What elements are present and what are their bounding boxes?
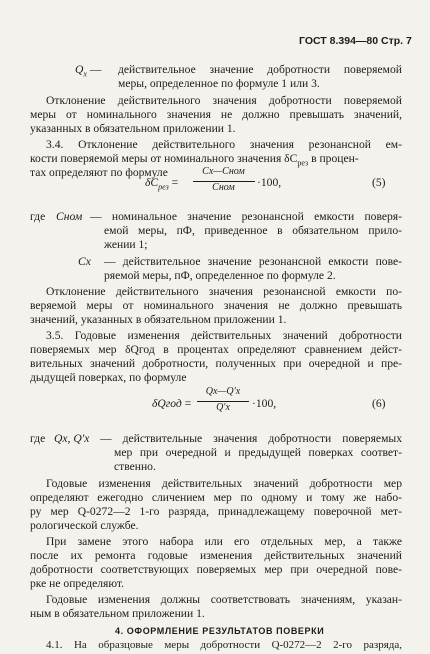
def-cnom-line-2: емой меры, пФ, приведенное в обязательном прило- bbox=[104, 224, 402, 237]
def-qx-line-2: мер при очередной и предыдущей поверках соответ- bbox=[114, 446, 402, 459]
formula-6-denominator: Q′x bbox=[216, 402, 230, 413]
formula-5-tail: ·100, bbox=[257, 176, 282, 189]
def-cx-line-2: ряемой меры, пФ, определенное по формуле 2. bbox=[104, 269, 336, 282]
paragraph-line: Годовые изменения действительных значений добротности мер bbox=[46, 477, 402, 490]
def-qx-line-1: — действительные значения добротности поверяемых bbox=[100, 432, 402, 445]
terms-qx-qx-prime: Qx, Q′x bbox=[54, 432, 90, 445]
paragraph-line: дыдущей поверках, по формуле bbox=[30, 371, 187, 384]
paragraph-line: 3.5. Годовые изменения действительных значений добротности bbox=[46, 329, 402, 342]
formula-5-number: (5) bbox=[372, 176, 386, 189]
formula-6-lhs: δQгод = bbox=[152, 397, 192, 410]
paragraph-line: 4.1. На образцовые меры добротности Q-0272—2 2-го разряда, bbox=[46, 639, 402, 651]
paragraph-line: веряемой меры от номинального значения не должно превышать bbox=[30, 299, 402, 312]
formula-5-lhs: $\delta C_{рез}$ = bbox=[145, 176, 179, 192]
paragraph-line: ным в обязательном приложении 1. bbox=[30, 607, 205, 620]
def-cnom-line-3: жении 1; bbox=[104, 238, 148, 251]
paragraph-line: после их ремонта годовые изменения действительных значений bbox=[30, 549, 402, 562]
paragraph-line: значений, указанных в обязательном приложении 1. bbox=[30, 313, 287, 326]
section-heading: 4. ОФОРМЛЕНИЕ РЕЗУЛЬТАТОВ ПОВЕРКИ bbox=[115, 626, 325, 636]
paragraph-line: добротности соответствующих поверяемых мер при очередной пове- bbox=[30, 563, 402, 576]
paragraph-line: Отклонение действительного значения добротности поверяемой bbox=[46, 94, 402, 107]
formula-5-denominator: Cном bbox=[212, 182, 235, 193]
def-qx-line-2: меры, определенное по формуле 1 или 3. bbox=[118, 77, 320, 90]
paragraph-line: Годовые изменения должны соответствовать значениям, указан- bbox=[46, 593, 402, 606]
page-header: ГОСТ 8.394—80 Стр. 7 bbox=[299, 35, 412, 47]
formula-6-number: (6) bbox=[372, 397, 386, 410]
paragraph-line: вительных значений добротности, полученных при очередной и пре- bbox=[30, 357, 402, 370]
paragraph-line: указанных в обязательном приложении 1. bbox=[30, 122, 236, 135]
paragraph-line: кости поверяемой меры от номинального значения $\delta C_{рез}$ в процен- bbox=[30, 152, 359, 168]
def-cx-line-1: — действительное значение резонансной емкости пове- bbox=[104, 255, 402, 268]
paragraph-line: поверяемых мер δQгод в процентах определяют сравнением дейст- bbox=[30, 343, 402, 356]
paragraph-line: определяют ежегодно сличением мер по одному и тому же набо- bbox=[30, 491, 402, 504]
paragraph-line: рке не определяют. bbox=[30, 577, 124, 590]
def-qx-line-1: действительное значение добротности поверяемой bbox=[118, 63, 402, 76]
term-cnom: Cном bbox=[56, 210, 83, 223]
paragraph-line: Отклонение действительного значения резонансной емкости по- bbox=[46, 285, 402, 298]
formula-6-numerator: Qx—Q′x bbox=[205, 386, 241, 397]
term-cx: Cx bbox=[78, 255, 91, 268]
where-label: где bbox=[30, 432, 46, 445]
paragraph-line: ру мер Q-0272—2 1-го разряда, принадлежащему поверочной мет- bbox=[30, 505, 402, 518]
formula-6-tail: ·100, bbox=[252, 397, 277, 410]
where-label: где bbox=[30, 210, 46, 223]
def-cnom-line-1: — номинальное значение резонансной емкости поверя- bbox=[90, 210, 402, 223]
def-qx-line-3: ственно. bbox=[114, 460, 156, 473]
paragraph-line: 3.4. Отклонение действительного значения резонансной ем- bbox=[46, 138, 402, 151]
formula-5-numerator: Cx—Cном bbox=[202, 166, 245, 177]
term-qx: $Q_x$ — bbox=[75, 63, 102, 79]
paragraph-line: меры от номинального значения не должно превышать значений, bbox=[30, 108, 402, 121]
paragraph-line: тах определяют по формуле bbox=[30, 166, 168, 179]
paragraph-line: При замене этого набора или его отдельных мер, а также bbox=[46, 535, 402, 548]
paragraph-line: рологической службе. bbox=[30, 519, 139, 532]
